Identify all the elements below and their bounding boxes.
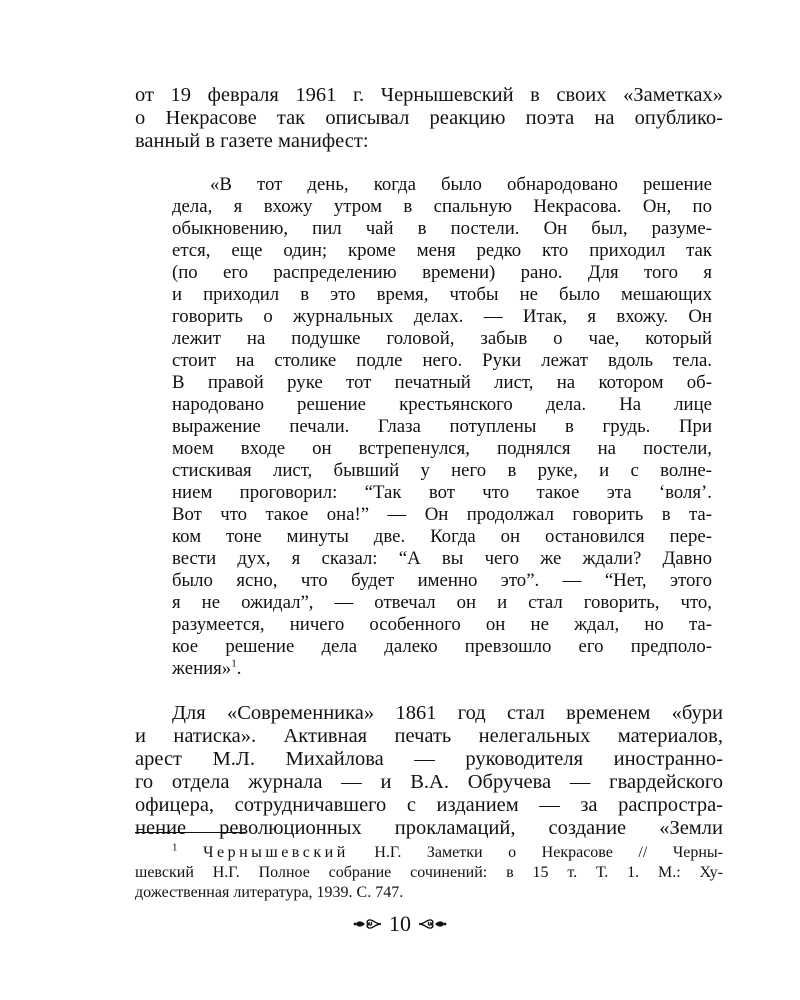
footnote-line: дожественная литература, 1939. С. 747.: [135, 884, 404, 901]
text-line: о Некрасове так описывал реакцию поэта на опублико-: [135, 107, 723, 129]
quote-line: лежит на подушке головой, забыв о чае, который: [172, 328, 712, 349]
quote-line: стискивая лист, бывший у него в руке, и с волне-: [172, 460, 712, 481]
quote-last-text: жения»: [172, 658, 232, 679]
quote-line: вести дух, я сказал: “А вы чего же ждали? Давно: [172, 548, 712, 569]
text-line: ванный в газете манифест:: [135, 130, 369, 152]
footnote-reference[interactable]: 1: [231, 657, 237, 670]
quote-line: «В тот день, когда было обнародовано решение: [210, 174, 712, 195]
quote-line: стоит на столике подле него. Руки лежат вдоль тела.: [172, 350, 712, 371]
quote-line: моем входе он встрепенулся, поднялся на постели,: [172, 438, 712, 459]
quote-line: выражение печали. Глаза потуплены в грудь. При: [172, 416, 712, 437]
quote-line: разумеется, ничего особенного он не ждал, но та-: [172, 614, 712, 635]
quote-line: народовано решение крестьянского дела. На лице: [172, 394, 712, 415]
quote-line: дела, я вхожу утром в спальную Некрасова. Он, по: [172, 196, 712, 217]
quote-line: ком тоне минуты две. Когда он остановился пере-: [172, 526, 712, 547]
quote-line-last: жения»$^1$.: [172, 657, 242, 679]
text-line: от 19 февраля 1961 г. Чернышевский в своих «Заметках»: [135, 84, 723, 106]
quote-line: (по его распределению времени) рано. Для того я: [172, 262, 712, 283]
ornament-left-icon: [353, 916, 383, 932]
quote-line: ется, еще один; кроме меня редко кто приходил так: [172, 240, 712, 261]
text-line: Для «Современника» 1861 год стал временем «бури: [172, 702, 723, 724]
quote-line: нием проговорил: “Так вот что такое эта ‘воля’.: [172, 482, 712, 503]
footnote-line: [172, 841, 723, 862]
quote-line: говорить о журнальных делах. — Итак, я вхожу. Он: [172, 306, 712, 327]
quote-line: Вот что такое она!” — Он продолжал говорить в та-: [172, 504, 712, 525]
quote-line: было ясно, что будет именно это”. — “Нет, этого: [172, 570, 712, 591]
text-line: нение революционных прокламаций, создание «Земли: [135, 817, 723, 839]
text-line: офицера, сотрудничавшего с изданием — за распростра-: [135, 794, 723, 816]
footnote-line: шевский Н.Г. Полное собрание сочинений: в 15 т. Т. 1. М.: Ху-: [135, 864, 723, 881]
text-line: го отдела журнала — и В.А. Обручева — гвардейского: [135, 771, 723, 793]
ornament-right-icon: [417, 916, 447, 932]
footnote-line1-rest: Н.Г. Заметки о Некрасове // Черны-: [348, 844, 723, 861]
quote-line: кое решение дела далеко превзошло его предполо-: [172, 636, 712, 657]
quote-line: В правой руке тот печатный лист, на котором об-: [172, 372, 712, 393]
text-line: и натиска». Активная печать нелегальных материалов,: [135, 725, 723, 747]
quote-line: обыкновению, пил чай в постели. Он был, разуме-: [172, 218, 712, 239]
text-line: арест М.Л. Михайлова — руководителя иностранно-: [135, 748, 723, 770]
quote-line: я не ожидал”, — отвечал он и стал говорить, что,: [172, 592, 712, 613]
page-number: 10: [389, 910, 411, 936]
footnote-mark: 1: [172, 841, 178, 854]
quote-line: и приходил в это время, чтобы не было мешающих: [172, 284, 712, 305]
footnote-divider: [135, 832, 245, 833]
page-number-area: [0, 909, 800, 937]
footnote-author: Чернышевский: [203, 844, 349, 861]
